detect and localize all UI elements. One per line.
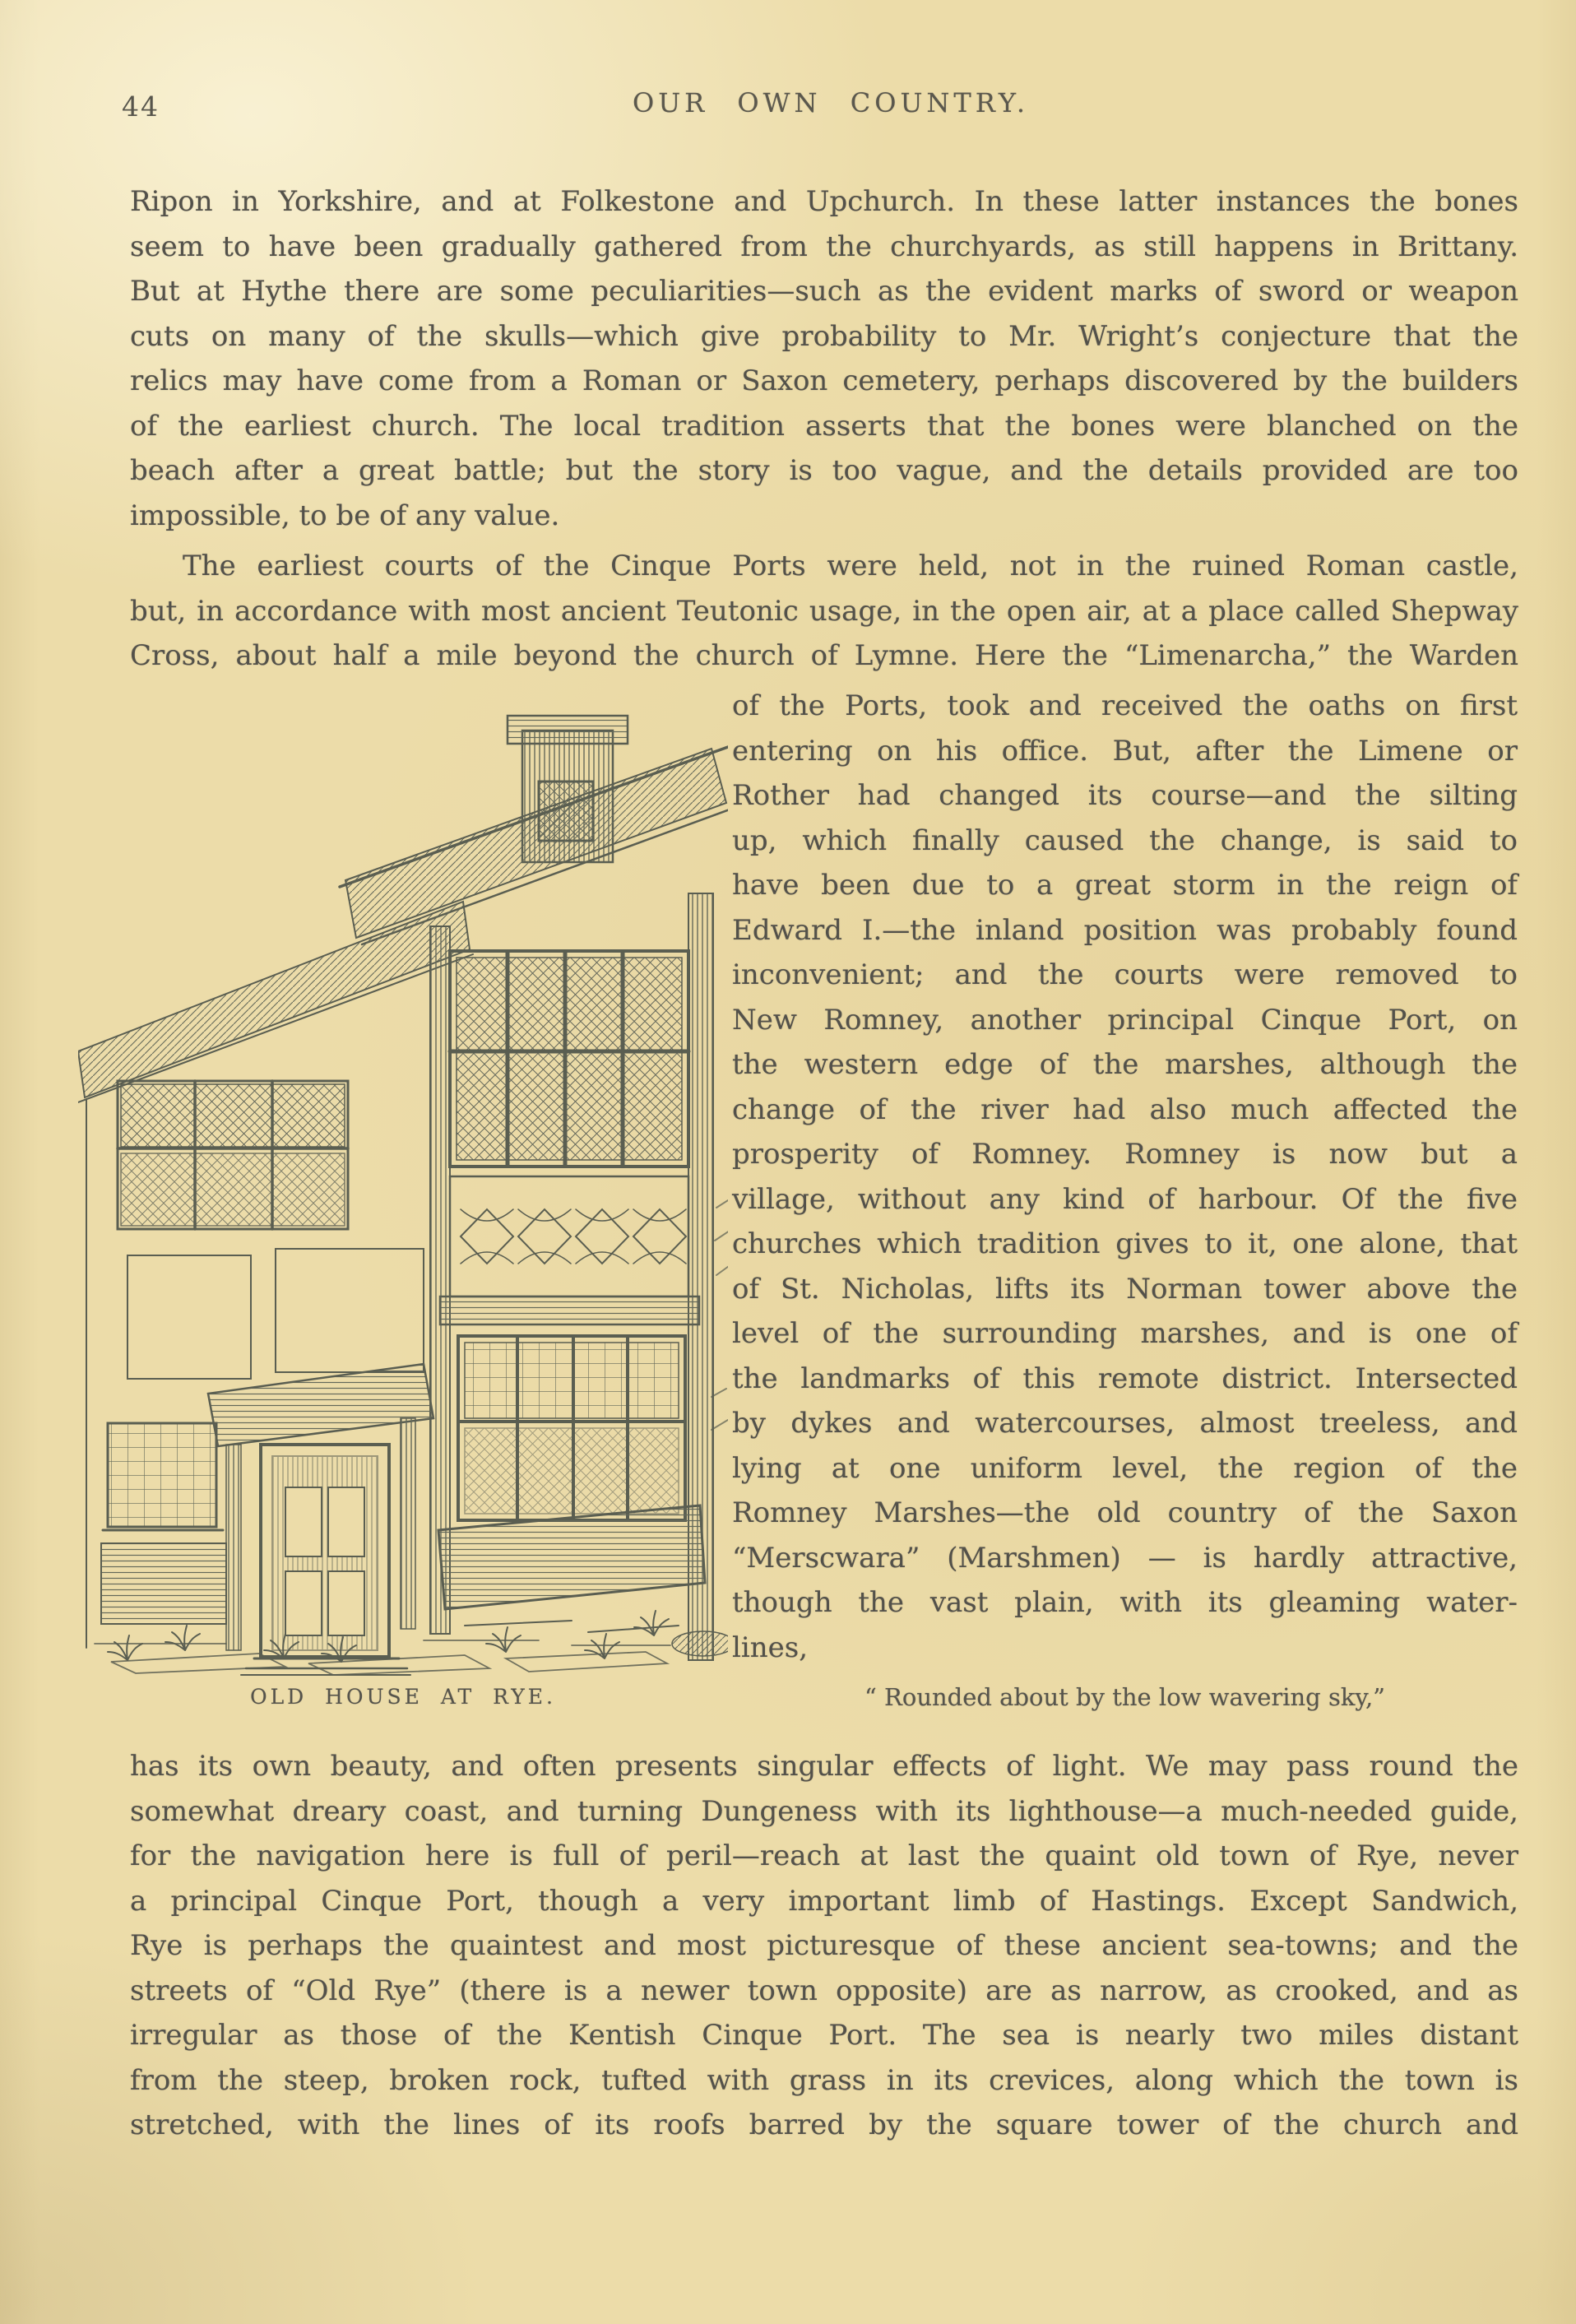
text-line: streets of “Old Rye” (there is a newer town opposite) are as narrow, as crooked, and as <box>130 1974 1518 2007</box>
text-line: lying at one uniform level, the region of the <box>732 1451 1518 1485</box>
text-line: though the vast plain, with its gleaming water- <box>732 1586 1518 1619</box>
page-number: 44 <box>122 90 160 123</box>
paragraph-cinque-courts <box>130 544 1518 679</box>
text-line: has its own beauty, and often presents singular effects of light. We may pass round the <box>130 1750 1518 1783</box>
text-line: but, in accordance with most ancient Teutonic usage, in the open air, at a place called Shepway <box>130 594 1518 628</box>
text-line: seem to have been gradually gathered from the churchyards, as still happens in Brittany. <box>130 230 1518 263</box>
text-line: have been due to a great storm in the reign of <box>732 869 1518 902</box>
text-line: for the navigation here is full of peril—reach at last the quaint old town of Rye, never <box>130 1839 1518 1872</box>
text-line: Ripon in Yorkshire, and at Folkestone and Upchurch. In these latter instances the bones <box>130 185 1518 218</box>
paragraph-rye <box>130 1744 1518 2148</box>
text-line: change of the river had also much affected the <box>732 1092 1518 1126</box>
text-line: of the Ports, took and received the oaths on first <box>732 689 1518 722</box>
text-line: Rye is perhaps the quaintest and most picturesque of these ancient sea-towns; and the <box>130 1929 1518 1962</box>
text-line: of the earliest church. The local tradition asserts that the bones were blanched on the <box>130 409 1518 443</box>
text-line: Edward I.—the inland position was probably found <box>732 913 1518 947</box>
text-line: village, without any kind of harbour. Of the five <box>732 1182 1518 1216</box>
text-line: up, which finally caused the change, is said to <box>732 823 1518 857</box>
text-line: entering on his office. But, after the Limene or <box>732 734 1518 768</box>
text-line: the western edge of the marshes, although the <box>732 1048 1518 1081</box>
text-line: of St. Nicholas, lifts its Norman tower above the <box>732 1272 1518 1306</box>
text-line: prosperity of Romney. Romney is now but a <box>732 1138 1518 1171</box>
paragraph-bones <box>130 179 1518 538</box>
text-line: stretched, with the lines of its roofs barred by the square tower of the church and <box>130 2108 1518 2141</box>
text-line: level of the surrounding marshes, and is one of <box>732 1317 1518 1350</box>
text-line: churches which tradition gives to it, one alone, that <box>732 1227 1518 1260</box>
text-line: The earliest courts of the Cinque Ports were held, not in the ruined Roman castle, <box>183 550 1518 582</box>
text-line: by dykes and watercourses, almost treeless, and <box>732 1407 1518 1440</box>
wrapped-column-text <box>732 684 1518 1670</box>
illustration-caption: OLD HOUSE AT RYE. <box>250 1685 556 1709</box>
text-line: But at Hythe there are some peculiarities—such as the evident marks of sword or weapon <box>130 275 1518 308</box>
text-line: Cross, about half a mile beyond the church of Lymne. Here the “Limenarcha,” the Warden <box>130 639 1518 672</box>
text-line: the landmarks of this remote district. Intersected <box>732 1361 1518 1395</box>
text-line: cuts on many of the skulls—which give probability to Mr. Wright’s conjecture that the <box>130 319 1518 353</box>
verse-quote: “ Rounded about by the low wavering sky,” <box>864 1683 1385 1711</box>
text-line: relics may have come from a Roman or Saxon cemetery, perhaps discovered by the builders <box>130 364 1518 397</box>
engraving-drawing <box>78 706 728 1677</box>
text-line: from the steep, broken rock, tufted with grass in its crevices, along which the town is <box>130 2063 1518 2097</box>
text-line: lines, <box>732 1631 809 1664</box>
text-line: beach after a great battle; but the story is too vague, and the details provided are too <box>130 454 1518 487</box>
text-line: inconvenient; and the courts were removed to <box>732 958 1518 991</box>
text-line: a principal Cinque Port, though a very important limb of Hastings. Except Sandwich, <box>130 1884 1518 1918</box>
text-line: irregular as those of the Kentish Cinque Port. The sea is nearly two miles distant <box>130 2019 1518 2052</box>
text-line: Romney Marshes—the old country of the Saxon <box>732 1496 1518 1529</box>
running-header: OUR OWN COUNTRY. <box>632 87 1030 118</box>
text-line: impossible, to be of any value. <box>130 499 560 532</box>
text-line: Rother had changed its course—and the silting <box>732 779 1518 812</box>
old-house-at-rye-engraving <box>78 706 728 1677</box>
text-line: somewhat dreary coast, and turning Dungeness with its lighthouse—a much-needed guide, <box>130 1794 1518 1828</box>
text-line: New Romney, another principal Cinque Port, on <box>732 1003 1518 1037</box>
text-line: “Merscwara” (Marshmen) — is hardly attractive, <box>732 1541 1518 1575</box>
